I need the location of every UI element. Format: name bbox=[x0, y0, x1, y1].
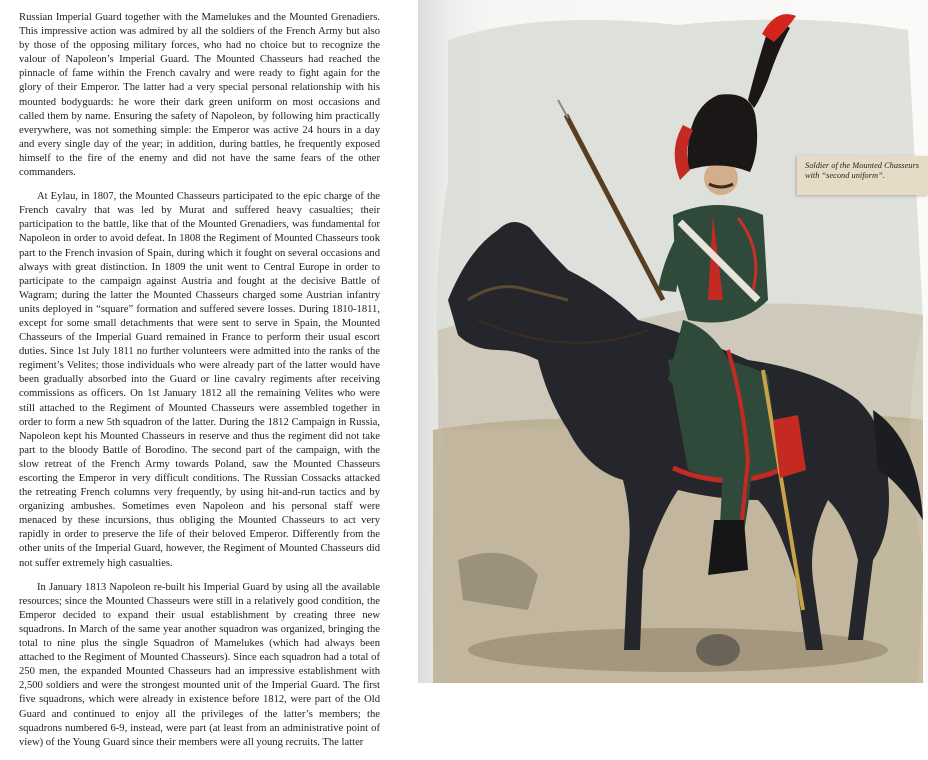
chasseur-illustration bbox=[418, 0, 928, 683]
paragraph: In January 1813 Napoleon re-built his Imperial Guard by using all the available resources; since the Mounted Chasseurs were still in a relatively good condition, the Emperor decided to expand their usual establishment by creating three new squadrons. In March of the same year another squadron was organized, bringing the total to nine plus the single Squadron of Mamelukes (which had always been attached to the Regiment of Mounted Chasseurs). Since each squadron had a total of 250 men, the expanded Mounted Chasseurs had an impressive establishment with 2,500 soldiers and were the strongest mounted unit of the Imperial Guard. The first five squadrons, which were already in existence before 1812, were part of the Old Guard and continued to enjoy all the privileges of the latter’s members; the squadrons numbered 6-9, instead, were part (at least from an administrative point of view) of the Young Guard since their members were all young recruits. The latter bbox=[19, 581, 380, 748]
cannonball-debris bbox=[696, 634, 740, 666]
caption: Soldier of the Mounted Chasseurs with “second uniform”. bbox=[805, 161, 919, 180]
caption-box bbox=[797, 156, 928, 195]
right-page bbox=[418, 0, 928, 683]
boot bbox=[708, 520, 748, 575]
body-text bbox=[19, 11, 380, 760]
paragraph: Russian Imperial Guard together with the Mamelukes and the Mounted Grenadiers. This impressive action was admired by all the soldiers of the French Army but also by those of the opposing military forces, who had no choice but to recognize the valour of Napoleon’s Imperial Guard. The Mounted Chasseurs had reached the pinnacle of fame within the French cavalry and were ready to fight again for the glory of their Emperor. The latter had a very special personal relationship with his mounted bodyguards: he wore their dark green uniform on most occasions and called them by name. Ensuring the safety of Napoleon, by following him practically everywhere, was not something simple: the Emperor was active 24 hours in a day and every single day of the year; in addition, during battles, he frequently exposed himself to the fire of the enemy and did not have the same fears of the other commanders. bbox=[19, 12, 380, 179]
paragraph: At Eylau, in 1807, the Mounted Chasseurs participated to the epic charge of the French cavalry that was led by Murat and suffered heavy casualties; their participation to the battle, like that of the Mounted Grenadiers, was fundamental for Napoleon in order to avoid defeat. In 1808 the Regiment of Mounted Chasseurs took part to the French invasion of Spain, during which it fought on several occasions and always with great distinction. In 1809 the unit went to Central Europe in order to participate to the campaign against Austria and fought at the decisive Battle of Wagram; during the latter the Mounted Chasseurs charged some Austrian infantry units deployed in “square” formation and suffered severe losses. During 1810-1811, except for some small detachments that were sent to serve in Spain, the Mounted Chasseurs of the Imperial Guard remained in France to perform their usual escort duties. Since 1st July 1811 no further volunteers were admitted into the ranks of the regiment’s Velites; those individuals who were already part of the latter would have been gradually absorbed into the Guard or line cavalry regiments after receiving commissions as officers. On 1st January 1812 all the remaining Velites who were still attached to the Regiment of Mounted Chasseurs were assembled together in order to form a new 5th squadron of the latter. During the 1812 Campaign in Russia, Napoleon kept his Mounted Chasseurs in reserve and thus the regiment did not take part to the bloody Battle of Borodino. The second part of the campaign, with the slow retreat of the French Army towards Poland, saw the Mounted Chasseurs escorting the Emperor in very difficult conditions. The Russian Cossacks attacked the retreating French columns very frequently, by using hit-and-run tactics and by organizing ambushes. Sometimes even Napoleon and his personal staff were menaced by these incursions, thus obliging the Mounted Chasseurs to act very rapidly in order to preserve the life of their beloved Emperor. Differently from the other units of the Imperial Guard, however, the Regiment of Mounted Chasseurs did not suffer extremely high casualties. bbox=[19, 191, 380, 569]
left-page bbox=[0, 0, 418, 748]
ground-shadow bbox=[468, 628, 888, 672]
